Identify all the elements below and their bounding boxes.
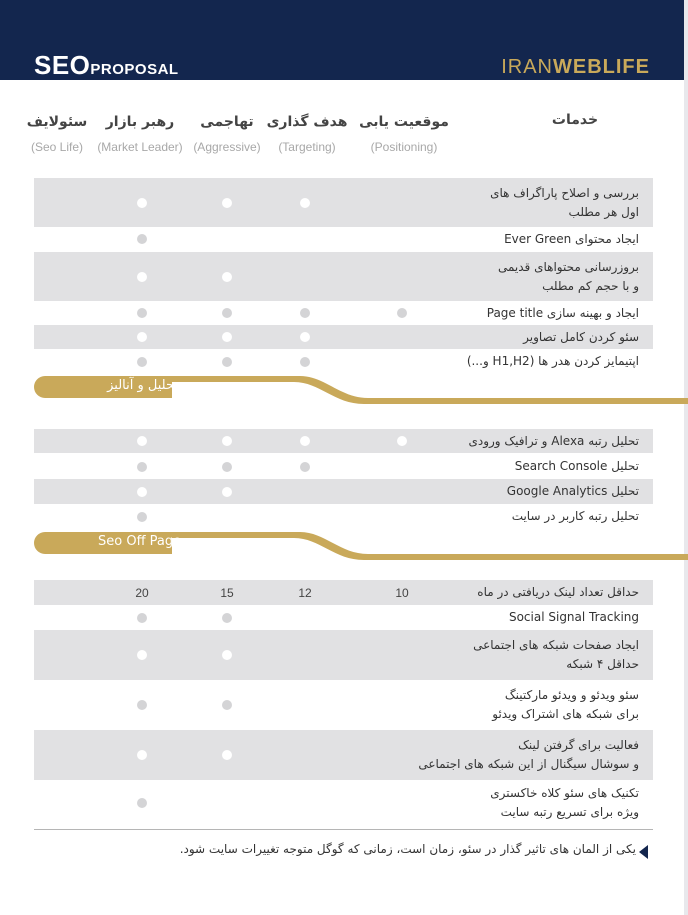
included-dot-icon — [222, 332, 232, 342]
column-subtitle: (Market Leader) — [97, 140, 183, 154]
included-dot-icon — [137, 436, 147, 446]
cell-value: 20 — [135, 585, 149, 600]
table-row — [34, 349, 653, 374]
column-subtitle: (Aggressive) — [193, 140, 261, 154]
service-label-line: و سوشال سیگنال از این شبکه های اجتماعی — [418, 757, 639, 771]
column-header-0 — [12, 112, 102, 156]
footnote: یکی از المان های تاثیر گذار در سئو، زمان است، زمانی که گوگل متوجه تغییرات سایت شود. — [179, 842, 636, 856]
service-label — [487, 301, 639, 325]
included-dot-icon — [137, 198, 147, 208]
table-row — [34, 605, 653, 630]
section-title: Seo Off Page — [98, 534, 182, 549]
service-label — [507, 479, 639, 504]
service-label — [515, 454, 639, 479]
column-subtitle: (Targeting) — [278, 140, 336, 154]
included-dot-icon — [137, 700, 147, 710]
table-cell — [285, 178, 325, 227]
included-dot-icon — [222, 700, 232, 710]
included-dot-icon — [397, 308, 407, 318]
section-band-shape — [0, 374, 688, 414]
table-cell — [122, 454, 162, 479]
table-row — [34, 479, 653, 504]
service-label — [509, 605, 639, 630]
included-dot-icon — [137, 613, 147, 623]
included-dot-icon — [300, 462, 310, 472]
brand-iran-text: IRAN — [501, 56, 553, 78]
services-header: خدمات — [551, 112, 599, 128]
table-cell — [122, 580, 162, 605]
table-cell — [122, 429, 162, 453]
column-title: تهاجمی — [200, 114, 254, 130]
included-dot-icon — [222, 308, 232, 318]
service-label-line: برای شبکه های اشتراک ویدئو — [492, 707, 639, 721]
service-label — [490, 178, 639, 227]
service-label — [498, 252, 639, 301]
table-cell — [285, 349, 325, 374]
table-cell — [122, 301, 162, 325]
table-row — [34, 325, 653, 349]
table-cell — [207, 605, 247, 630]
service-label-line: تحلیل Search Console — [514, 459, 639, 473]
cell-value: 12 — [298, 585, 312, 600]
table-cell — [122, 630, 162, 680]
header-bar — [0, 0, 688, 80]
service-label-line: ایجاد محتوای Ever Green — [504, 231, 639, 246]
included-dot-icon — [222, 487, 232, 497]
included-dot-icon — [137, 512, 147, 522]
column-header-3 — [262, 112, 352, 156]
included-dot-icon — [137, 487, 147, 497]
included-dot-icon — [300, 308, 310, 318]
table-cell — [207, 454, 247, 479]
service-label-line: و با حجم کم مطلب — [542, 278, 639, 293]
table-row — [34, 780, 653, 825]
service-label — [492, 680, 639, 730]
included-dot-icon — [137, 332, 147, 342]
service-label-line: سئو ویدئو و ویدئو مارکتینگ — [504, 688, 639, 702]
service-label — [467, 349, 639, 374]
service-label — [418, 730, 639, 780]
column-subtitle: (Positioning) — [370, 140, 438, 154]
service-label-line: Social Signal Tracking — [508, 610, 639, 624]
included-dot-icon — [222, 436, 232, 446]
column-title: موقعیت یابی — [359, 114, 449, 130]
table-row — [34, 178, 653, 227]
brand-seo-text: SEO — [34, 50, 91, 80]
table-cell — [207, 580, 247, 605]
column-header-1 — [95, 112, 185, 156]
table-cell — [122, 252, 162, 301]
service-label-line: بروزرسانی محتواهای قدیمی — [497, 259, 639, 274]
included-dot-icon — [222, 462, 232, 472]
service-label — [504, 228, 639, 250]
cell-value: 15 — [220, 585, 234, 600]
table-cell — [122, 228, 162, 250]
service-label — [512, 504, 639, 529]
service-label-line: تحلیل رتبه Alexa و ترافیک ورودی — [468, 433, 639, 448]
service-label — [468, 429, 639, 453]
included-dot-icon — [222, 750, 232, 760]
column-header-4 — [359, 112, 449, 156]
included-dot-icon — [300, 357, 310, 367]
table-row — [34, 454, 653, 479]
table-row — [34, 580, 653, 605]
service-label-line: ویژه برای تسریع رتبه سایت — [500, 804, 639, 819]
table-cell — [382, 580, 422, 605]
service-label-line: فعالیت برای گرفتن لینک — [518, 738, 639, 752]
page-edge — [684, 0, 688, 915]
section-band — [0, 374, 688, 414]
included-dot-icon — [137, 272, 147, 282]
seo-proposal-logo — [34, 50, 179, 81]
table-cell — [207, 301, 247, 325]
table-cell — [382, 429, 422, 453]
table-cell — [285, 580, 325, 605]
table-cell — [122, 178, 162, 227]
table-cell — [122, 680, 162, 730]
table-row — [34, 429, 653, 453]
service-label-line: اپتیمایز کردن هدر ها (H1,H2 و...) — [466, 354, 639, 368]
cell-value: 10 — [395, 585, 409, 600]
table-cell — [122, 349, 162, 374]
table-cell — [207, 429, 247, 453]
service-label — [477, 580, 639, 605]
table-cell — [122, 730, 162, 780]
service-label — [473, 630, 639, 680]
included-dot-icon — [300, 332, 310, 342]
column-header-2 — [182, 112, 272, 156]
column-title: سئولایف — [26, 114, 88, 130]
table-row — [34, 680, 653, 730]
included-dot-icon — [137, 750, 147, 760]
included-dot-icon — [137, 650, 147, 660]
table-row — [34, 252, 653, 301]
column-subtitle: (Seo Life) — [30, 140, 84, 154]
table-cell — [122, 780, 162, 825]
included-dot-icon — [222, 613, 232, 623]
service-label-line: سئو کردن کامل تصاویر — [523, 329, 639, 344]
included-dot-icon — [137, 462, 147, 472]
service-label-line: تکنیک های سئو کلاه خاکستری — [490, 785, 639, 800]
brand-weblife-text: WEBLIFE — [553, 56, 650, 78]
table-row — [34, 228, 653, 250]
table-cell — [207, 730, 247, 780]
table-row — [34, 730, 653, 780]
service-label-line: تحلیل Google Analytics — [506, 484, 639, 498]
service-label-line: تحلیل رتبه کاربر در سایت — [511, 509, 639, 523]
included-dot-icon — [222, 272, 232, 282]
section-title: تحلیل و آنالیز — [107, 378, 178, 393]
table-cell — [207, 252, 247, 301]
included-dot-icon — [137, 308, 147, 318]
service-label-line: حداقل تعداد لینک دریافتی در ماه — [477, 585, 639, 599]
included-dot-icon — [137, 798, 147, 808]
table-cell — [122, 504, 162, 529]
column-title: هدف گذاری — [266, 114, 348, 130]
table-cell — [382, 301, 422, 325]
service-label-line: بررسی و اصلاح پاراگراف های — [490, 185, 639, 200]
section-band — [0, 530, 688, 570]
table-cell — [285, 301, 325, 325]
included-dot-icon — [222, 357, 232, 367]
table-row — [34, 630, 653, 680]
table-cell — [207, 680, 247, 730]
table-cell — [207, 349, 247, 374]
column-title: رهبر بازار — [105, 114, 175, 130]
brand-proposal-text: PROPOSAL — [90, 61, 179, 78]
included-dot-icon — [300, 198, 310, 208]
service-label — [490, 780, 639, 825]
service-label-line: حداقل ۴ شبکه — [566, 657, 639, 671]
arrow-icon — [639, 845, 648, 859]
service-label-line: ایجاد صفحات شبکه های اجتماعی — [473, 638, 639, 652]
included-dot-icon — [137, 357, 147, 367]
table-cell — [207, 479, 247, 504]
table-cell — [207, 178, 247, 227]
table-cell — [207, 630, 247, 680]
table-cell — [122, 479, 162, 504]
service-label-line: ایجاد و بهینه سازی Page title — [486, 305, 639, 320]
service-label — [523, 325, 639, 349]
table-row — [34, 301, 653, 325]
included-dot-icon — [137, 234, 147, 244]
table-cell — [122, 325, 162, 349]
service-label-line: اول هر مطلب — [568, 204, 639, 219]
table-cell — [285, 454, 325, 479]
included-dot-icon — [300, 436, 310, 446]
table-cell — [207, 325, 247, 349]
included-dot-icon — [222, 198, 232, 208]
table-cell — [285, 429, 325, 453]
footer-divider — [34, 829, 653, 830]
table-cell — [285, 325, 325, 349]
included-dot-icon — [397, 436, 407, 446]
table-row — [34, 504, 653, 529]
included-dot-icon — [222, 650, 232, 660]
iranweblife-logo — [501, 56, 650, 79]
table-cell — [122, 605, 162, 630]
